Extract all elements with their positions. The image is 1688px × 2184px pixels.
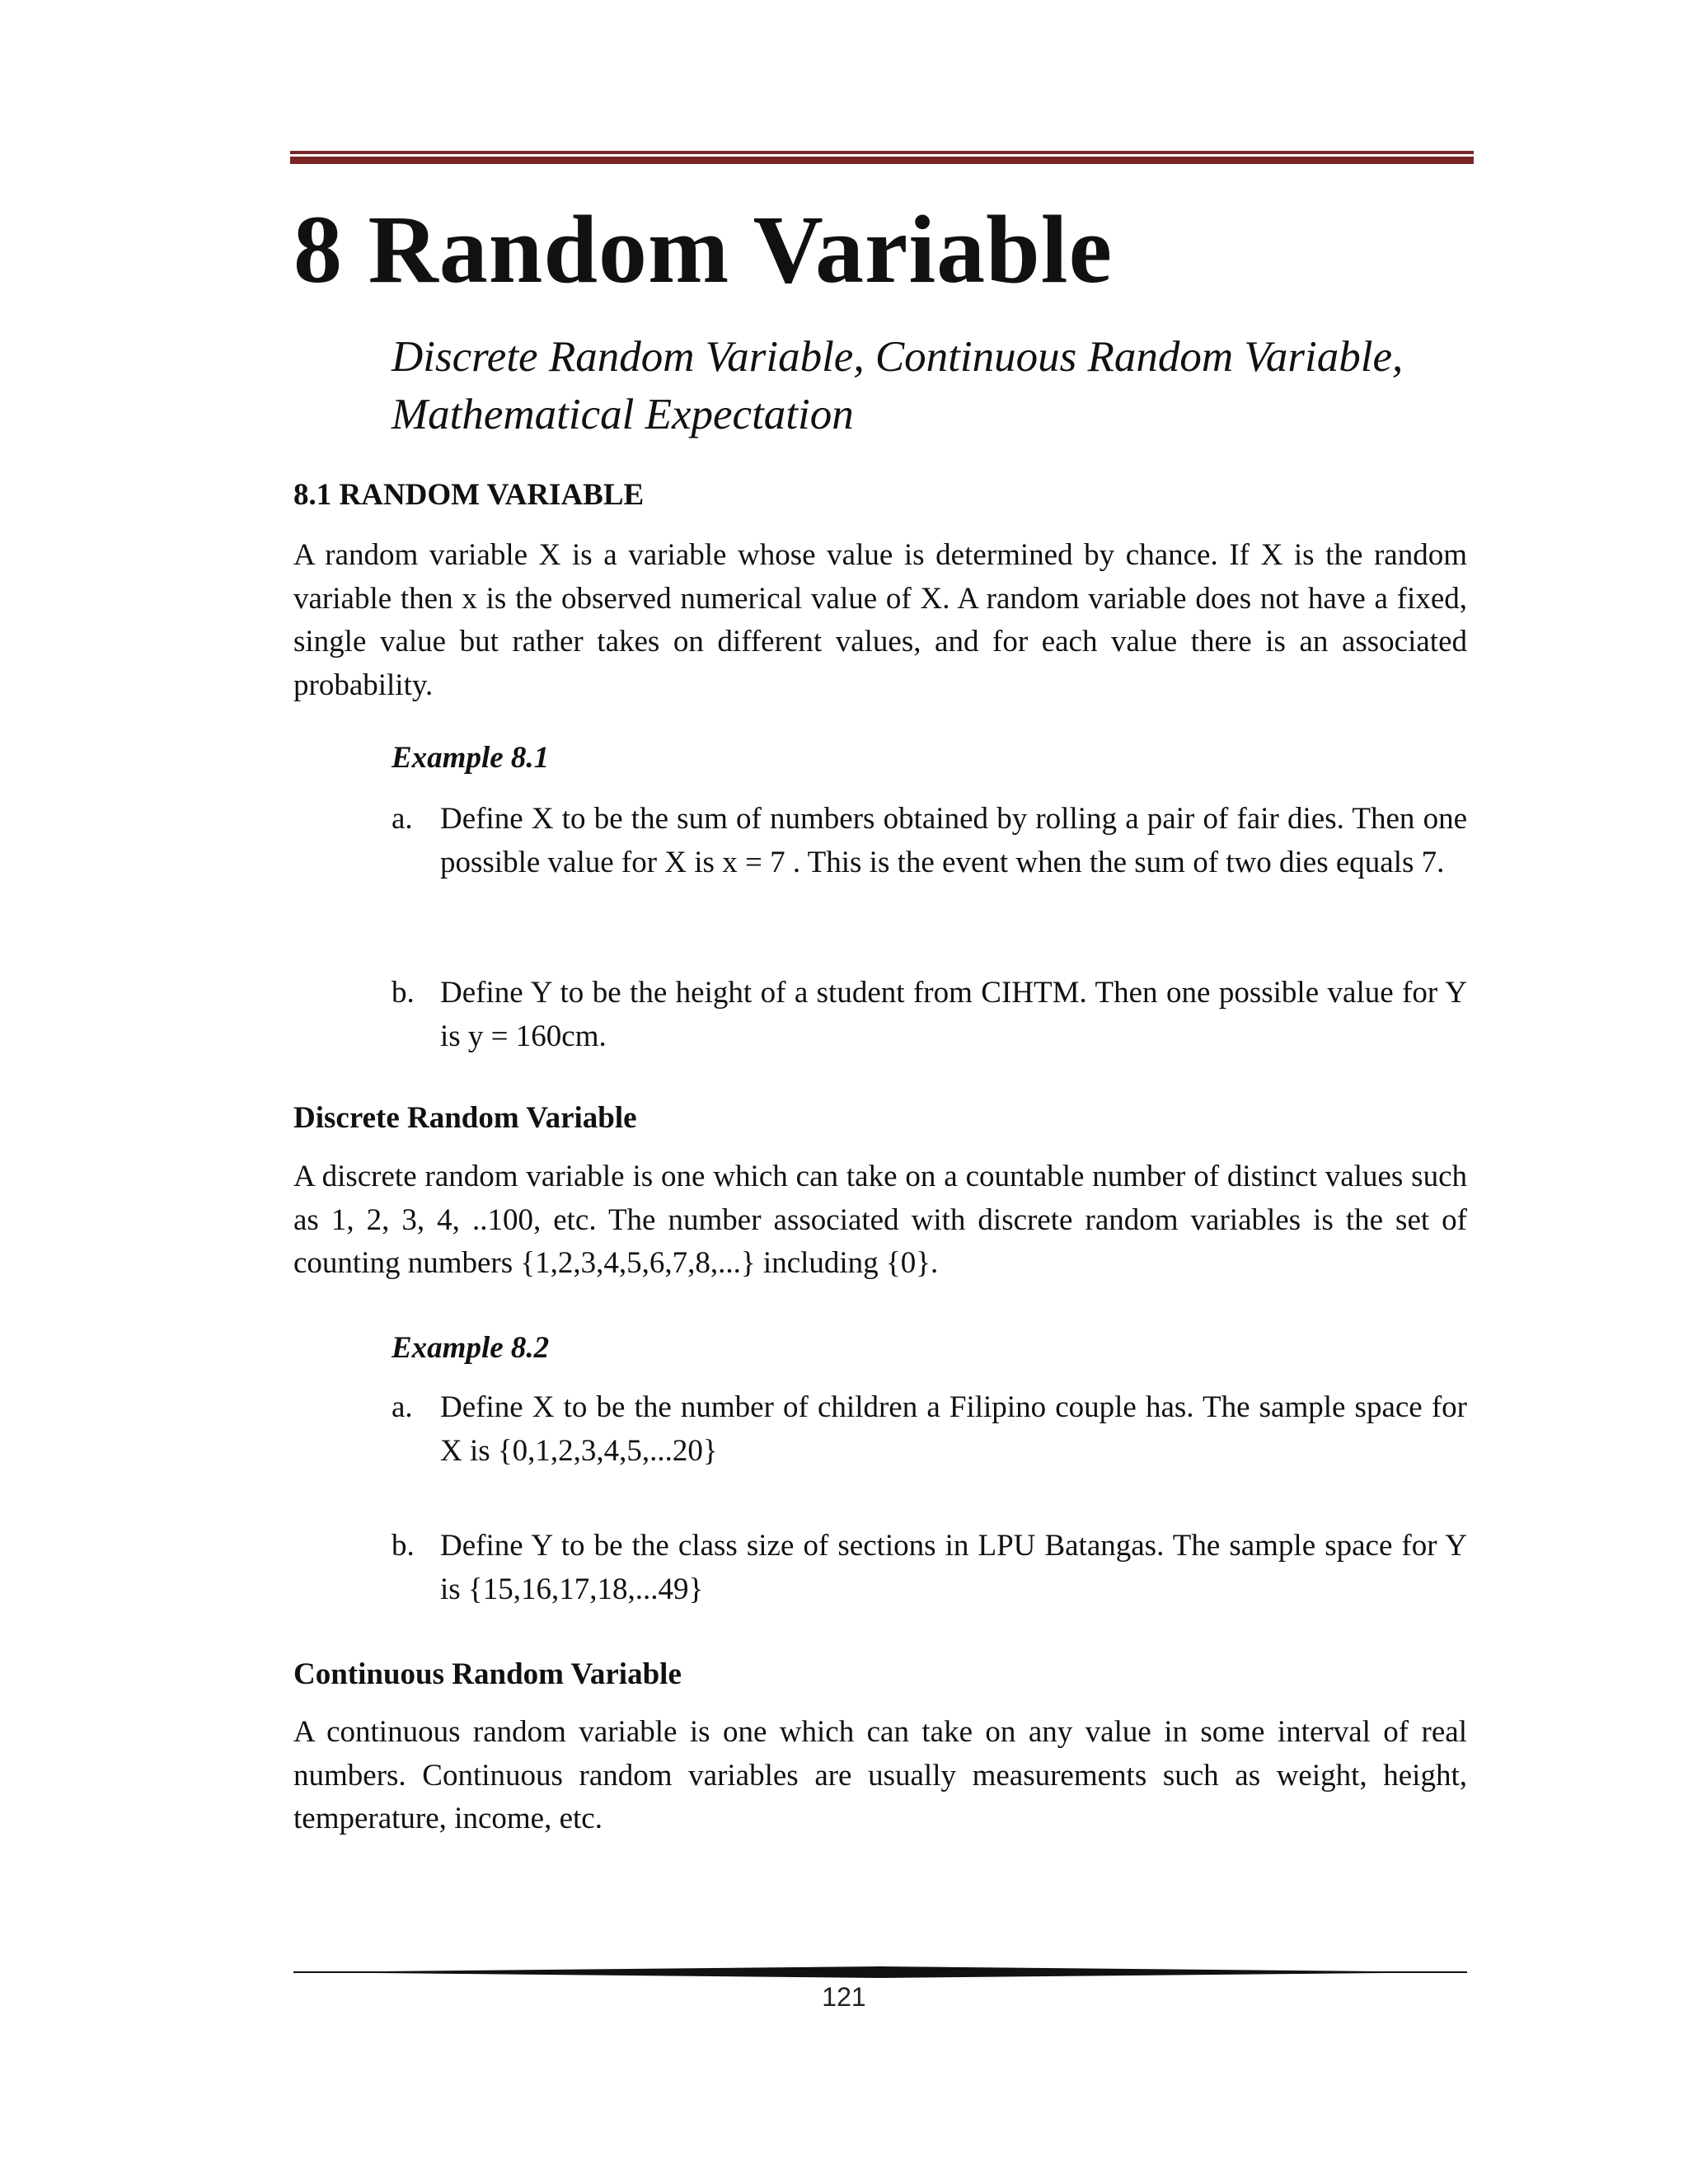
item-text: Define Y to be the height of a student from CIHTM. Then one possible value for Y is y = 160cm. — [440, 976, 1467, 1053]
item-text: Define Y to be the class size of sections in LPU Batangas. The sample space for Y is {15,16,17,18,...49} — [440, 1529, 1467, 1606]
item-text: Define X to be the sum of numbers obtained by rolling a pair of fair dies. Then one possible value for X is x = 7 . This is the event when the sum of two dies equals 7. — [440, 802, 1467, 879]
continuous-heading: Continuous Random Variable — [293, 1657, 682, 1691]
subtitle-line-1: Discrete Random Variable, Continuous Random Variable, — [392, 333, 1404, 381]
item-label: a. — [392, 802, 413, 836]
example-8-2-heading: Example 8.2 — [392, 1331, 550, 1365]
example-8-2-item-b — [392, 1524, 1467, 1611]
subtitle-line-2: Mathematical Expectation — [392, 391, 854, 438]
example-8-1-item-a — [392, 797, 1467, 884]
discrete-heading: Discrete Random Variable — [293, 1101, 637, 1135]
item-label: a. — [392, 1390, 413, 1424]
example-8-1-heading: Example 8.1 — [392, 741, 550, 775]
example-8-1-item-b — [392, 971, 1467, 1058]
item-label: b. — [392, 976, 415, 1010]
example-8-2-item-a — [392, 1385, 1467, 1473]
page-number: 121 — [822, 1982, 866, 2012]
discrete-paragraph: A discrete random variable is one which can take on a countable number of distinct values such as 1, 2, 3, 4, ..100, etc. The number associated with discrete random variables is the set of counting numbers {1,2,3,4,5,6,7,8,...} including {0}. — [293, 1160, 1467, 1280]
random-variable-paragraph: A random variable X is a variable whose value is determined by chance. If X is the random variable then x is the observed numerical value of X. A random variable does not have a fixed, single value but rather takes on different values, and for each value there is an associated probability. — [293, 538, 1467, 702]
continuous-paragraph: A continuous random variable is one which can take on any value in some interval of real numbers. Continuous random variables are usually measurements such as weight, height, temperature, income, etc. — [293, 1715, 1467, 1835]
item-text: Define X to be the number of children a Filipino couple has. The sample space for X is {0,1,2,3,4,5,...20} — [440, 1390, 1467, 1468]
item-label: b. — [392, 1529, 415, 1563]
header-rule — [290, 151, 1474, 164]
chapter-title: 8 Random Variable — [293, 195, 1113, 303]
section-heading-8-1: 8.1 RANDOM VARIABLE — [293, 478, 645, 512]
footer-rule — [293, 1966, 1467, 1978]
chapter-subtitle — [392, 328, 1488, 443]
